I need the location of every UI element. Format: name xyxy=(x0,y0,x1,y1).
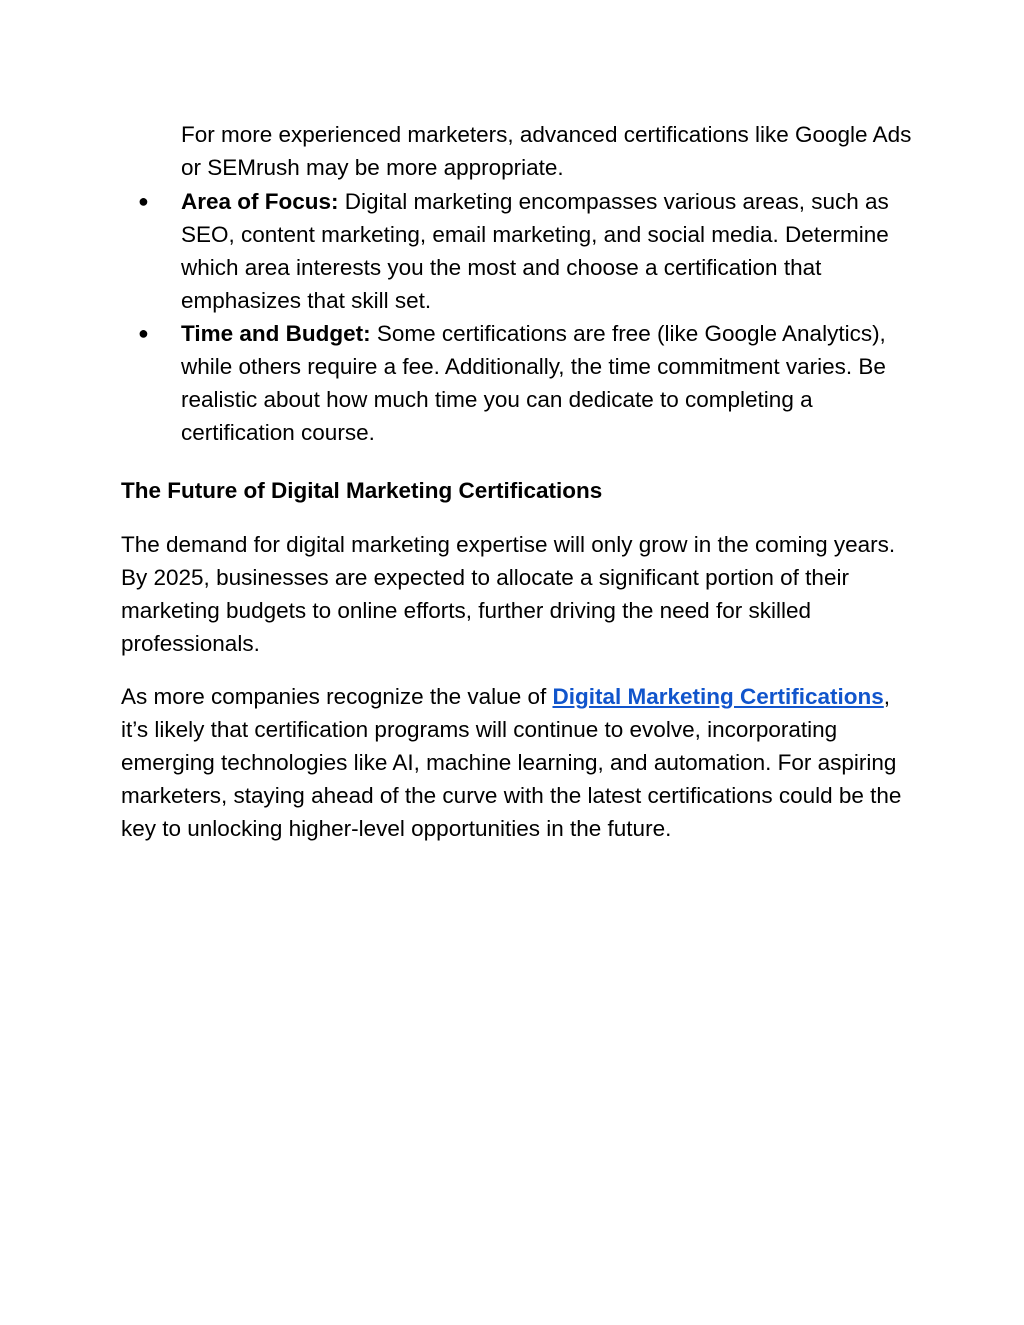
bullet-marker: ● xyxy=(138,323,149,343)
list-item-text: Digital marketing encompasses various areas, such as SEO, content marketing, email marketing, and social media. Determine which area interests you the most and choose a certification that emphasizes that skill set. xyxy=(181,189,889,313)
paragraph-future xyxy=(121,680,911,845)
bullet-list xyxy=(121,185,921,449)
list-item-area-of-focus xyxy=(121,185,921,317)
digital-marketing-certifications-link[interactable]: Digital Marketing Certifications xyxy=(552,684,884,709)
paragraph-text-after-link: , it’s likely that certification programs will continue to evolve, incorporating emerging technologies like AI, machine learning, and automation. For aspiring marketers, staying ahead of the curve with the latest certifications could be the key to unlocking higher-level opportunities in the future. xyxy=(121,684,902,841)
bullet-marker: ● xyxy=(138,191,149,211)
paragraph-text-before-link: As more companies recognize the value of xyxy=(121,684,553,709)
list-item-label: Area of Focus: xyxy=(181,189,339,214)
section-heading: The Future of Digital Marketing Certifications xyxy=(121,478,603,503)
list-item-time-and-budget xyxy=(121,317,921,449)
list-item-label: Time and Budget: xyxy=(181,321,371,346)
list-continuation-text: For more experienced marketers, advanced certifications like Google Ads or SEMrush may be more appropriate. xyxy=(181,122,912,180)
paragraph-demand: The demand for digital marketing expertise will only grow in the coming years. By 2025, businesses are expected to allocate a significant portion of their marketing budgets to online efforts, further driving the need for skilled professionals. xyxy=(121,532,896,656)
list-item-text: Some certifications are free (like Google Analytics), while others require a fee. Additionally, the time commitment varies. Be realistic about how much time you can dedicate to completing a certification course. xyxy=(181,321,886,445)
